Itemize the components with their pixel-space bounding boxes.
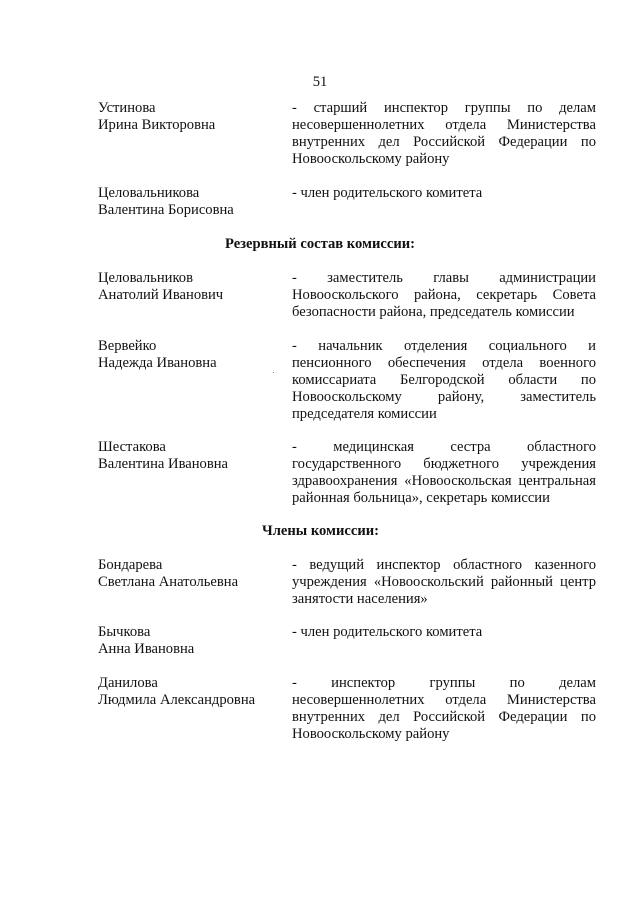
member-given-names: Ирина Викторовна	[98, 117, 216, 133]
member-given-names: Валентина Борисовна	[98, 202, 234, 218]
member-role: - старший инспектор группы по делам несовершеннолетних отдела Министерства внутренних дел Российской Федерации по Новооскольскому району	[292, 100, 596, 167]
member-given-names: Анатолий Иванович	[98, 287, 224, 303]
member-surname: Данилова	[98, 675, 158, 691]
member-role: - инспектор группы по делам несовершеннолетних отдела Министерства внутренних дел Российской Федерации по Новооскольскому району	[292, 675, 596, 742]
member-surname: Вервейко	[98, 338, 157, 354]
member-surname: Бычкова	[98, 624, 151, 640]
member-role: - ведущий инспектор областного казенного учреждения «Новооскольский районный центр занятости населения»	[292, 557, 596, 607]
member-given-names: Валентина Ивановна	[98, 456, 229, 472]
member-surname: Устинова	[98, 100, 156, 116]
scan-speck	[273, 372, 274, 373]
member-name	[98, 270, 278, 304]
page-number: 51	[312, 74, 328, 90]
section-heading-members: Члены комиссии:	[262, 523, 380, 539]
member-role: - член родительского комитета	[292, 185, 483, 201]
member-name	[98, 338, 278, 372]
member-role: - медицинская сестра областного государственного бюджетного учреждения здравоохранения «Новооскольская центральная районная больница», секретарь комиссии	[292, 439, 596, 506]
member-name	[98, 439, 278, 473]
member-role: - член родительского комитета	[292, 624, 483, 640]
section-heading-reserve: Резервный состав комиссии:	[224, 236, 416, 252]
member-surname: Целовальников	[98, 270, 193, 286]
member-surname: Целовальникова	[98, 185, 200, 201]
member-name	[98, 675, 278, 709]
member-name	[98, 624, 278, 658]
member-given-names: Надежда Ивановна	[98, 355, 217, 371]
member-surname: Бондарева	[98, 557, 163, 573]
member-given-names: Светлана Анатольевна	[98, 574, 239, 590]
member-name	[98, 185, 278, 219]
member-given-names: Анна Ивановна	[98, 641, 195, 657]
member-role: - начальник отделения социального и пенсионного обеспечения отдела военного комиссариата Белгородской области по Новооскольскому району, заместитель председателя комиссии	[292, 338, 596, 422]
member-given-names: Людмила Александровна	[98, 692, 256, 708]
member-name	[98, 100, 278, 134]
member-name	[98, 557, 278, 591]
member-role: - заместитель главы администрации Новооскольского района, секретарь Совета безопасности района, председатель комиссии	[292, 270, 596, 320]
member-surname: Шестакова	[98, 439, 166, 455]
